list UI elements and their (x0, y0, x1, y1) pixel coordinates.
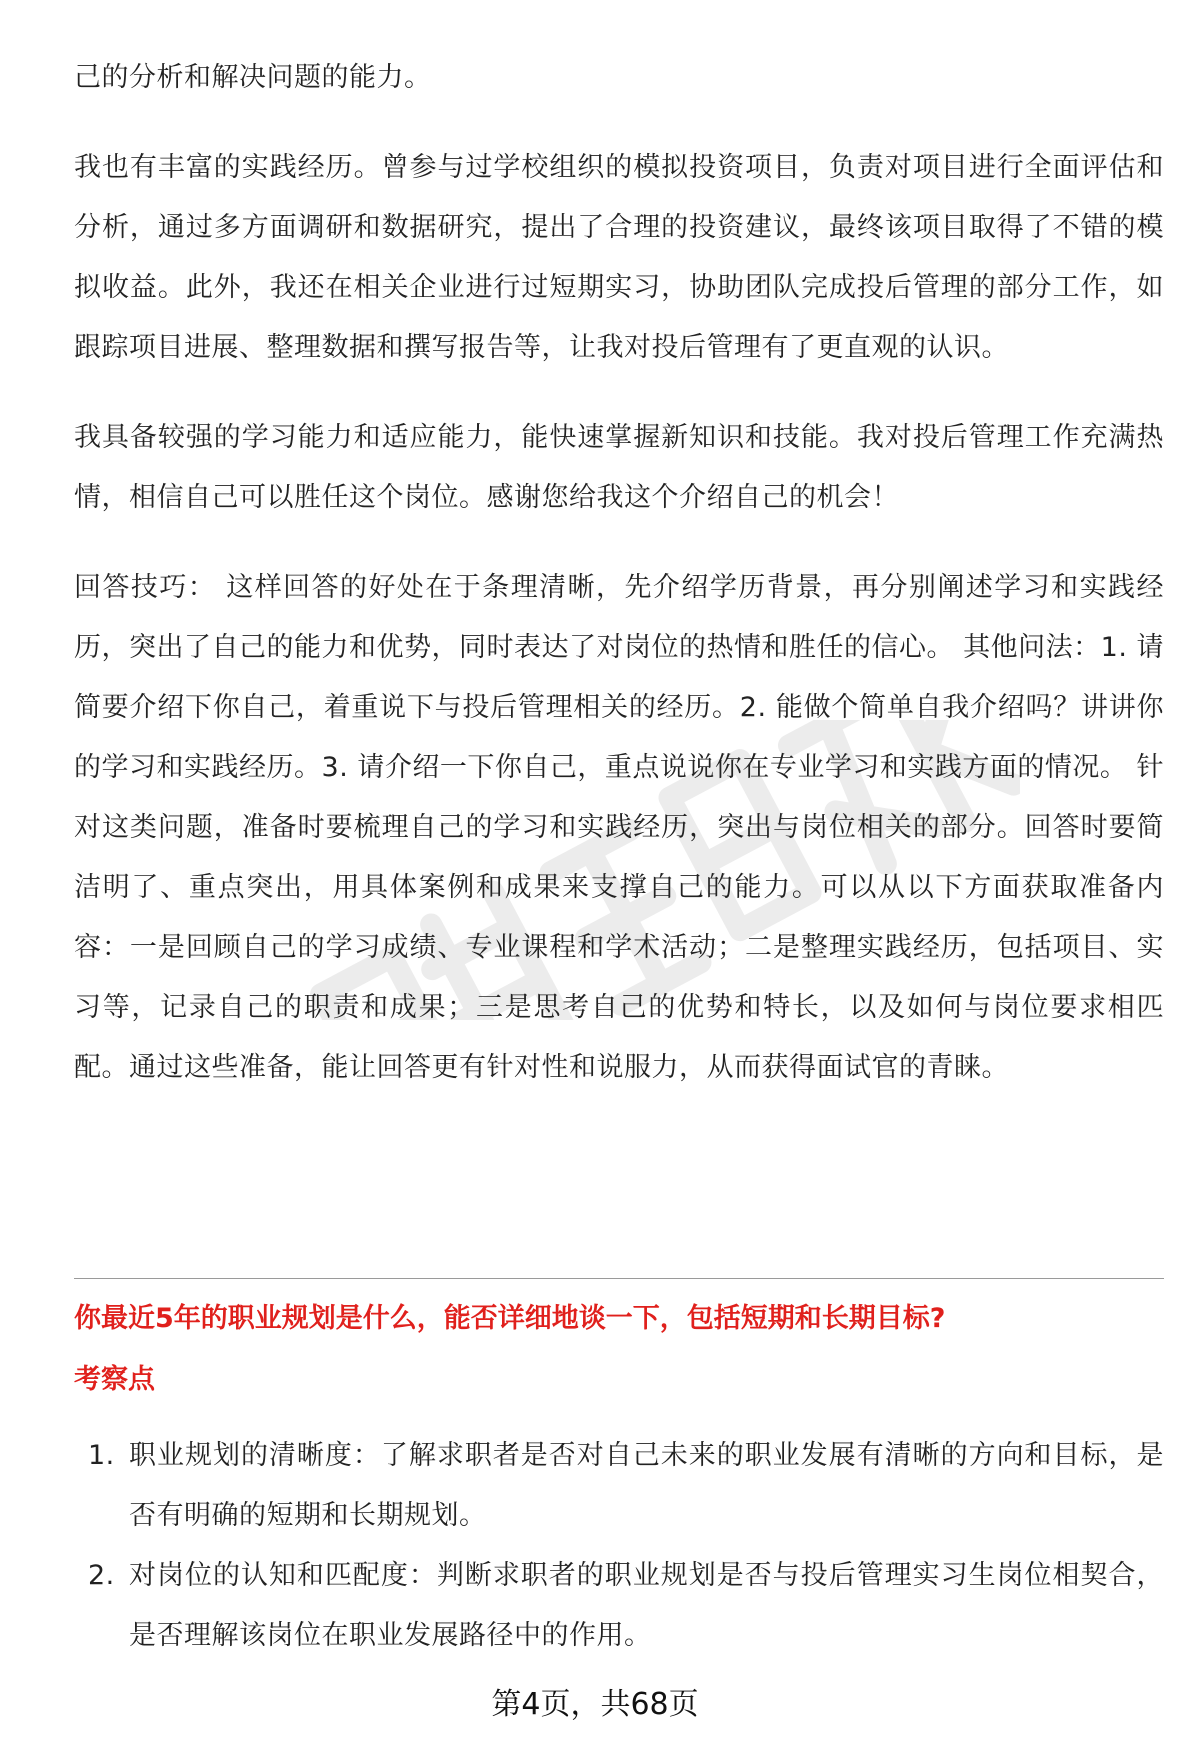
section-divider (74, 1278, 1164, 1279)
section-label: 考察点 (74, 1364, 155, 1395)
paragraph-3: 我具备较强的学习能力和适应能力，能快速掌握新知识和技能。我对投后管理工作充满热情，相信自己可以胜任这个岗位。感谢您给我这个介绍自己的机会！ (74, 422, 1164, 513)
question-heading: 你最近5年的职业规划是什么，能否详细地谈一下，包括短期和长期目标? (74, 1303, 946, 1334)
body-text (74, 48, 1164, 1128)
list-item (74, 1546, 1164, 1666)
paragraph-1: 己的分析和解决问题的能力。 (74, 62, 432, 93)
paragraph-2: 我也有丰富的实践经历。曾参与过学校组织的模拟投资项目，负责对项目进行全面评估和分析，通过多方面调研和数据研究，提出了合理的投资建议，最终该项目取得了不错的模拟收益。此外，我还在相关企业进行过短期实习，协助团队完成投后管理的部分工作，如跟踪项目进展、整理数据和撰写报告等，让我对投后管理有了更直观的认识。 (74, 152, 1164, 363)
list-item-number: 1. (88, 1440, 115, 1471)
list-item-text: 对岗位的认知和匹配度：判断求职者的职业规划是否与投后管理实习生岗位相契合，是否理解该岗位在职业发展路径中的作用。 (129, 1560, 1164, 1651)
evaluation-points-list (74, 1426, 1164, 1666)
list-item (74, 1426, 1164, 1546)
list-item-text: 职业规划的清晰度：了解求职者是否对自己未来的职业发展有清晰的方向和目标，是否有明确的短期和长期规划。 (129, 1440, 1164, 1531)
page-footer: 第4页，共68页 (491, 1687, 699, 1722)
list-item-number: 2. (88, 1560, 115, 1591)
paragraph-4: 回答技巧： 这样回答的好处在于条理清晰，先介绍学历背景，再分别阐述学习和实践经历，突出了自己的能力和优势，同时表达了对岗位的热情和胜任的信心。 其他问法：1. 请简要介绍下你自己，着重说下与投后管理相关的经历。2. 能做个简单自我介绍吗？讲讲你的学习和实践经历。3. 请介绍一下你自己，重点说说你在专业学习和实践方面的情况。 针对这类问题，准备时要梳理自己的学习和实践经历，突出与岗位相关的部分。回答时要简洁明了、重点突出，用具体案例和成果来支撑自己的能力。可以从以下方面获取准备内容：一是回顾自己的学习成绩、专业课程和学术活动；二是整理实践经历，包括项目、实习等，记录自己的职责和成果；三是思考自己的优势和特长，以及如何与岗位要求相匹配。通过这些准备，能让回答更有针对性和说服力，从而获得面试官的青睐。 (74, 572, 1164, 1083)
